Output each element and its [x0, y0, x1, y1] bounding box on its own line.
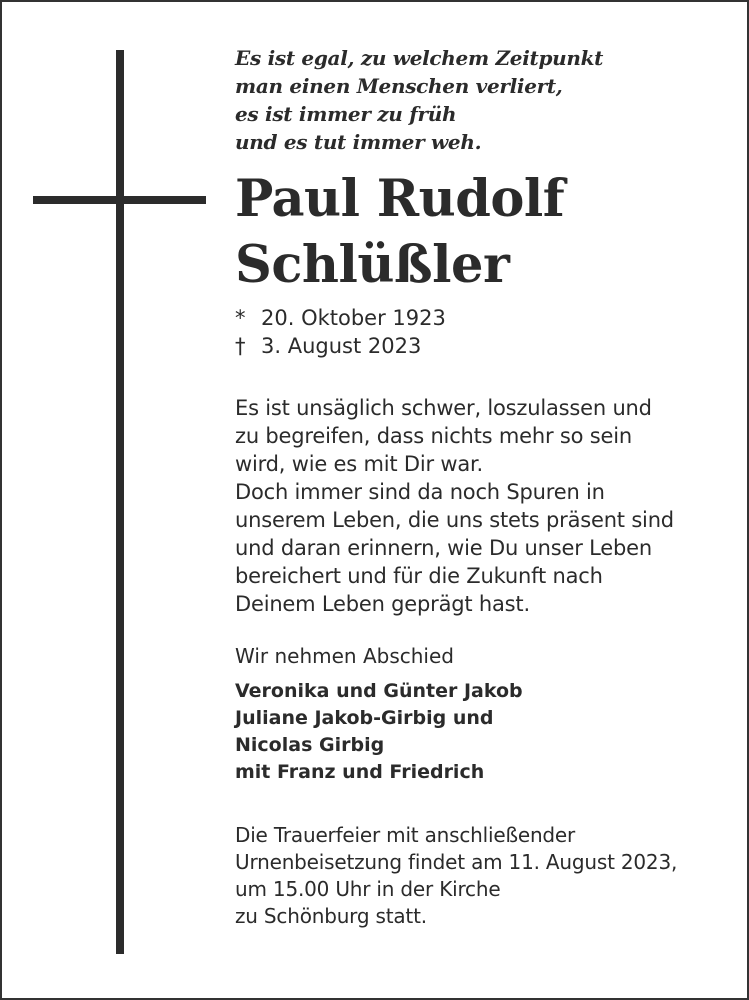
funeral-service-info — [235, 822, 735, 930]
motto-line: es ist immer zu früh — [235, 102, 457, 126]
memorial-text-line: unserem Leben, die uns stets präsent sind — [235, 508, 674, 532]
memorial-text-line: zu begreifen, dass nichts mehr so sein — [235, 424, 632, 448]
birth-date: 20. Oktober 1923 — [261, 306, 446, 330]
family-line: Nicolas Girbig — [235, 734, 385, 756]
deceased-first-names: Paul Rudolf — [235, 169, 565, 229]
service-line: Urnenbeisetzung findet am 11. August 2023, — [235, 850, 678, 874]
birth-symbol: * — [235, 306, 246, 330]
service-line: um 15.00 Uhr in der Kirche — [235, 877, 501, 901]
death-date-row — [235, 332, 735, 360]
family-line: Veronika und Günter Jakob — [235, 680, 523, 702]
memorial-text-line: Es ist unsäglich schwer, loszulassen und — [235, 396, 652, 420]
cross-horizontal-bar — [33, 196, 206, 204]
death-date: 3. August 2023 — [261, 334, 422, 358]
death-symbol: † — [235, 334, 246, 358]
life-dates — [235, 304, 735, 360]
memorial-text-line: bereichert und für die Zukunft nach — [235, 564, 603, 588]
farewell-line: Wir nehmen Abschied — [235, 644, 454, 668]
family-names — [235, 678, 735, 786]
motto-line: man einen Menschen verliert, — [235, 74, 563, 98]
memorial-text — [235, 394, 735, 618]
family-line: mit Franz und Friedrich — [235, 761, 485, 783]
deceased-name — [235, 166, 735, 298]
obituary-content — [235, 44, 735, 930]
memorial-text-line: Deinem Leben geprägt hast. — [235, 592, 530, 616]
memorial-text-line: und daran erinnern, wie Du unser Leben — [235, 536, 652, 560]
family-line: Juliane Jakob-Girbig und — [235, 707, 494, 729]
motto-line: Es ist egal, zu welchem Zeitpunkt — [235, 46, 604, 70]
service-line: zu Schönburg statt. — [235, 904, 427, 928]
cross-vertical-bar — [116, 50, 124, 954]
memorial-text-line: Doch immer sind da noch Spuren in — [235, 480, 605, 504]
motto-verse — [235, 44, 735, 156]
deceased-last-name: Schlüßler — [235, 235, 510, 295]
memorial-text-line: wird, wie es mit Dir war. — [235, 452, 484, 476]
birth-date-row — [235, 304, 735, 332]
service-line: Die Trauerfeier mit anschließender — [235, 823, 576, 847]
motto-line: und es tut immer weh. — [235, 130, 482, 154]
